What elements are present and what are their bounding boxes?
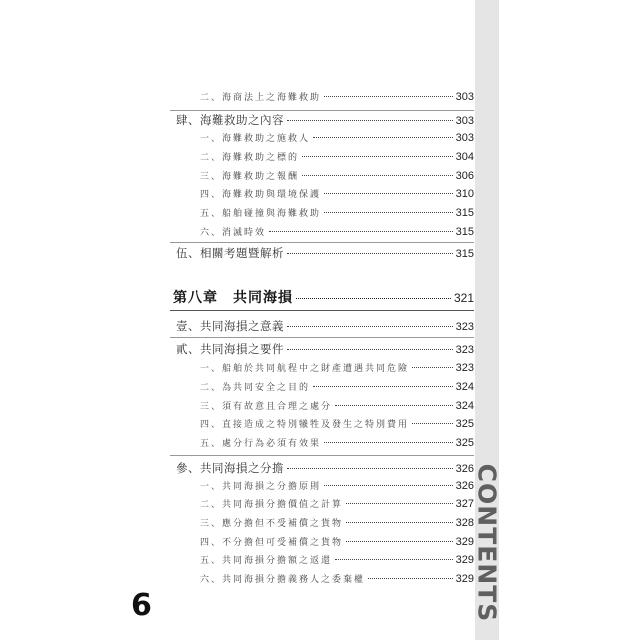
toc-entry-page: 315 [455,248,474,260]
leader-dots [324,212,453,213]
leader-dots [302,175,453,176]
toc-entry-label: 五、處分行為必須有效果 [200,439,322,449]
toc-entry-page: 303 [455,115,474,127]
toc-entry[interactable] [200,479,474,492]
toc-entry-label: 五、船舶碰撞與海難救助 [200,209,322,219]
toc-entry[interactable] [176,460,474,476]
toc-entry-page: 323 [455,321,474,333]
toc-entry-page: 328 [455,517,474,529]
leader-dots [324,193,453,194]
toc-entry-label: 肆、海難救助之內容 [176,113,284,127]
page-number: 6 [131,588,152,623]
toc-entry-label: 六、共同海損分擔義務人之委棄權 [200,575,366,585]
toc-entry[interactable] [200,380,474,393]
toc-entry[interactable] [200,361,474,374]
chapter-divider [170,310,474,311]
leader-dots [287,120,453,121]
toc-entry-page: 326 [455,480,474,492]
toc-entry[interactable] [176,112,474,128]
leader-dots [287,326,453,327]
toc-entry[interactable] [200,187,474,200]
toc-entry[interactable] [200,150,474,163]
toc-entry[interactable] [200,497,474,510]
leader-dots [302,156,453,157]
toc-entry-label: 壹、共同海損之意義 [176,319,284,333]
toc-entry-page: 327 [455,498,474,510]
toc-entry[interactable] [200,169,474,182]
toc-entry-label: 三、須有故意且合理之處分 [200,402,333,412]
leader-dots [324,96,453,97]
chapter-heading[interactable] [173,287,474,307]
toc-entry[interactable] [176,341,474,357]
toc-entry-page: 315 [455,207,474,219]
section-divider [170,242,474,243]
leader-dots [368,578,453,579]
toc-entry-page: 329 [455,554,474,566]
toc-entry[interactable] [176,318,474,334]
chapter-page: 321 [453,291,474,305]
toc-entry-label: 一、船舶於共同航程中之財產遭遇共同危險 [200,364,410,374]
toc-entry[interactable] [200,417,474,430]
section-divider [170,110,474,111]
toc-entry-page: 323 [455,362,474,374]
leader-dots [313,386,453,387]
leader-dots [287,468,453,469]
toc-entry-page: 329 [455,573,474,585]
toc-entry-page: 326 [455,463,474,475]
toc-entry-page: 324 [455,400,474,412]
section-divider [170,337,474,338]
leader-dots [412,423,453,424]
toc-entry[interactable] [200,516,474,529]
toc-entry-page: 323 [455,344,474,356]
leader-dots [335,405,453,406]
toc-entry[interactable] [200,436,474,449]
toc-entry-label: 參、共同海損之分擔 [176,461,284,475]
toc-entry-page: 315 [455,226,474,238]
toc-entry-label: 一、海難救助之施救人 [200,134,311,144]
toc-entry-label: 貳、共同海損之要件 [176,342,284,356]
toc-entry-page: 324 [455,381,474,393]
toc-entry-label: 二、共同海損分擔價值之計算 [200,500,344,510]
toc-entry-label: 三、海難救助之報酬 [200,172,300,182]
chapter-title: 第八章 共同海損 [173,290,293,306]
toc-entry-label: 三、應分擔但不受補償之貨物 [200,519,344,529]
toc-entry-page: 325 [455,437,474,449]
section-divider [170,455,474,456]
toc-entry-page: 325 [455,418,474,430]
leader-dots [324,485,453,486]
toc-entry[interactable] [200,535,474,548]
contents-side-label: CONTENTS [472,463,502,623]
toc-entry-label: 二、海商法上之海難救助 [200,93,322,103]
toc-entry[interactable] [200,225,474,238]
toc-entry[interactable] [200,131,474,144]
toc-entry-page: 303 [455,132,474,144]
leader-dots [296,298,451,299]
toc-entry-page: 306 [455,170,474,182]
leader-dots [313,137,453,138]
leader-dots [412,367,453,368]
toc-entry-label: 二、為共同安全之目的 [200,383,311,393]
leader-dots [287,349,453,350]
toc-entry-label: 四、海難救助與環境保護 [200,190,322,200]
toc-entry-label: 四、不分擔但可受補償之貨物 [200,538,344,548]
toc-entry-page: 329 [455,536,474,548]
toc-entry-label: 五、共同海損分擔額之返還 [200,556,333,566]
toc-entry-label: 四、直接造成之特別犧牲及發生之特別費用 [200,420,410,430]
toc-entry-label: 一、共同海損之分擔原則 [200,482,322,492]
toc-entry[interactable] [200,553,474,566]
toc-entry-page: 310 [455,188,474,200]
leader-dots [346,503,453,504]
toc-entry-label: 伍、相關考題暨解析 [176,246,284,260]
toc-entry[interactable] [200,572,474,585]
leader-dots [287,253,453,254]
leader-dots [346,541,453,542]
leader-dots [346,522,453,523]
toc-entry[interactable] [176,245,474,261]
toc-entry-page: 303 [455,91,474,103]
toc-entry-label: 二、海難救助之標的 [200,153,300,163]
toc-entry[interactable] [200,206,474,219]
toc-entry[interactable] [200,90,474,103]
leader-dots [335,559,453,560]
toc-entry-page: 304 [455,151,474,163]
toc-entry[interactable] [200,399,474,412]
leader-dots [269,231,453,232]
toc-entry-label: 六、消滅時效 [200,228,267,238]
leader-dots [324,442,453,443]
